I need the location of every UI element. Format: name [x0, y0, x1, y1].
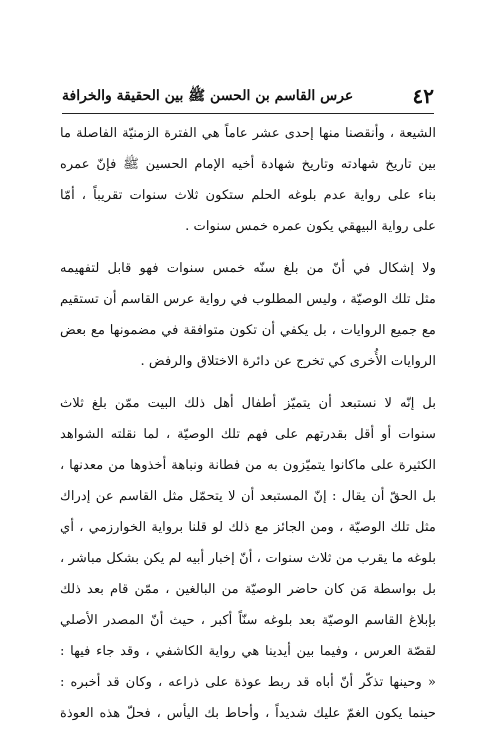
paragraph — [60, 667, 436, 729]
text-line: « وحينها تذكّر أنّ أباه قد ربط عوذة على ذراعه ، وكان قد أخبره : — [60, 675, 436, 690]
text-line: ولا إشكال في أنّ من بلغ سنّه خمس سنوات فهو قابل لتفهيمه — [60, 261, 436, 276]
text-line: بل إنّه لا نستبعد أن يتميّز أطفال أهل ذلك البيت ممّن بلغ ثلاث — [60, 396, 436, 411]
text-line: الشيعة ، وأنقصنا منها إحدى عشر عاماً هي الفترة الزمنيّة الفاصلة ما — [60, 126, 436, 141]
text-line: مع جميع الروايات ، بل يكفي أن تكون متوافقة في مضمونها مع بعض — [60, 323, 436, 338]
paragraph — [60, 388, 436, 667]
text-line: مثل تلك الوصيّة ، وليس المطلوب في رواية عرس القاسم أن تستقيم — [60, 292, 436, 307]
text-line: بإبلاغ القاسم الوصيّة بعد بلوغه سنّاً أكبر ، حيث أنّ المصدر الأصلي — [60, 613, 436, 628]
text-line: بلوغه ما يقرب من ثلاث سنوات ، أنّ إخبار أبيه لم يكن بشكل مباشر ، — [60, 551, 436, 566]
text-line: بناء على رواية عدم بلوغه الحلم ستكون ثلاث سنوات تقريباً ، أمّا — [60, 188, 436, 203]
text-line: بل بواسطة مَن كان حاضر الوصيّة من البالغين ، ممّن قام بعد ذلك — [60, 582, 436, 597]
text-line: حينما يكون الغمّ عليك شديداً ، وأحاط بك اليأس ، فحلّ هذه العوذة — [60, 706, 436, 721]
text-line: بين تاريخ شهادته وتاريخ شهادة أخيه الإمام الحسين ﷺ فإنّ عمره — [60, 157, 436, 172]
text-line: على رواية البيهقي يكون عمره خمس سنوات . — [185, 219, 436, 234]
paragraph — [60, 253, 436, 377]
page-header — [62, 84, 434, 108]
running-title: عرس القاسم بن الحسن ﷺ بين الحقيقة والخرافة — [62, 88, 354, 104]
text-line: الروايات الأُخرى كي تخرج عن دائرة الاختلاق والرفض . — [140, 354, 436, 369]
page-number: ٤٢ — [412, 84, 434, 108]
text-line: بل الحقّ أن يقال : إنّ المستبعد أن لا يتحمّل مثل القاسم عن إدراك — [60, 489, 436, 504]
text-line: مثل تلك الوصيّة ، ومن الجائز مع ذلك لو قلنا برواية الخوارزمي ، أي — [60, 520, 436, 535]
text-line: لقصّة العرس ، وفيما بين أيدينا هي رواية الكاشفي ، وقد جاء فيها : — [60, 644, 436, 659]
header-rule — [62, 113, 434, 114]
text-line: الكثيرة على ماكانوا يتميّزون به من فطانة ونباهة أخذوها من معدنها ، — [60, 458, 436, 473]
paragraph — [60, 118, 436, 242]
text-line: سنوات أو أقل بقدرتهم على فهم تلك الوصيّة ، لما نقلته الشواهد — [60, 427, 436, 442]
body-text — [60, 118, 436, 729]
